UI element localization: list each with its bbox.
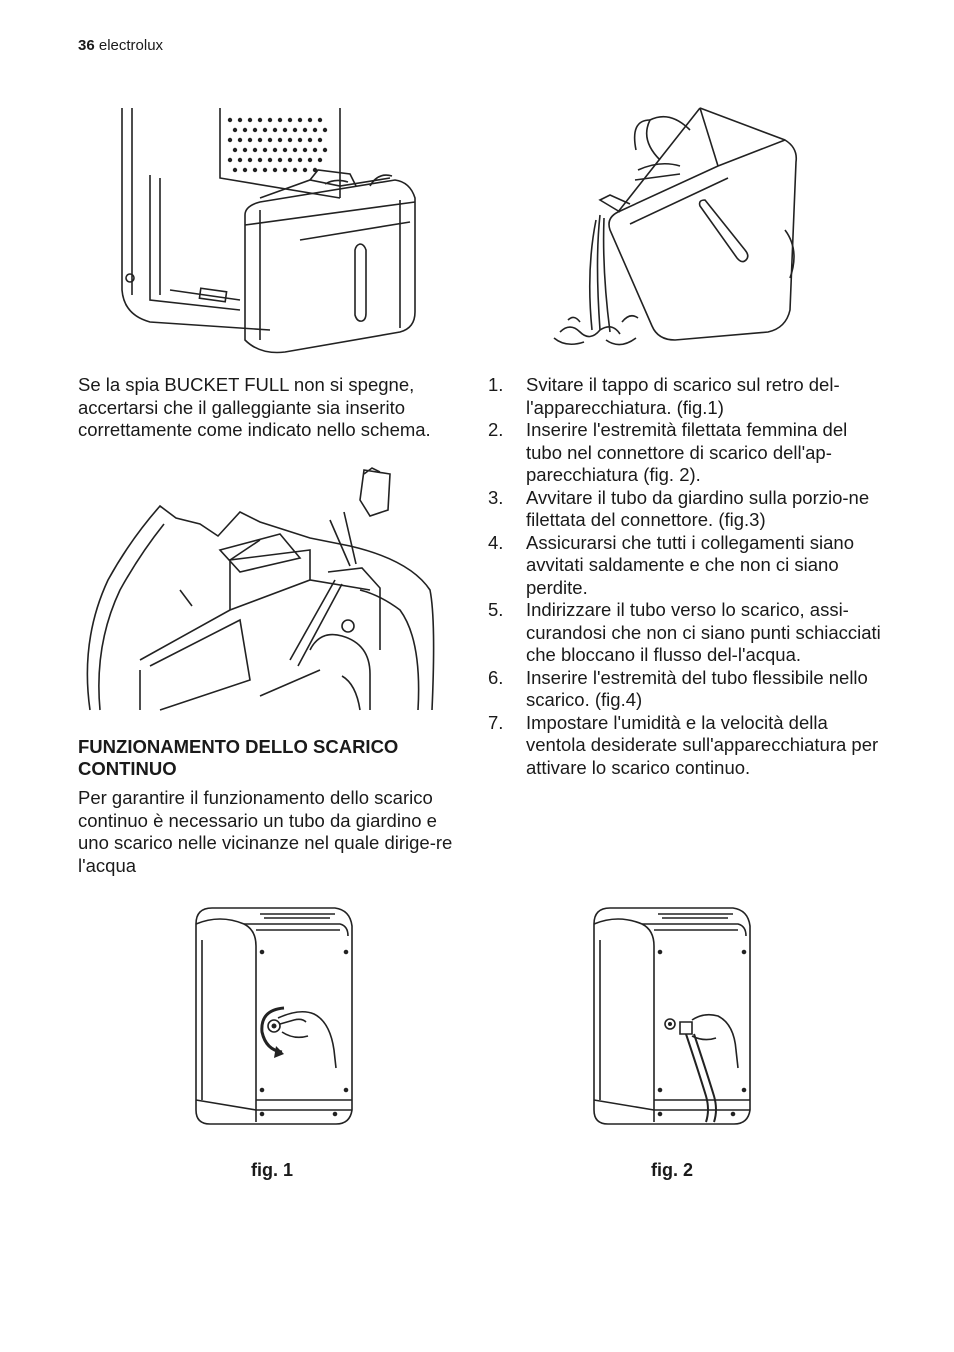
step-text: Indirizzare il tubo verso lo scarico, assi-curandosi che non ci siano punti schiacciati che bloccano il flusso del-l'acqua. bbox=[526, 599, 881, 665]
step-number: 7. bbox=[488, 711, 504, 733]
list-item bbox=[488, 532, 888, 600]
list-item bbox=[488, 374, 888, 419]
brand-name: electrolux bbox=[98, 37, 164, 54]
step-text: Inserire l'estremità filettata femmina del tubo nel connettore di scarico dell'ap-parecchiatura (fig. 2). bbox=[526, 419, 848, 485]
step-number: 6. bbox=[488, 666, 504, 688]
step-number: 5. bbox=[488, 599, 504, 620]
list-item bbox=[488, 599, 888, 667]
step-number: 2. bbox=[488, 419, 504, 440]
list-item bbox=[488, 419, 888, 487]
section-intro-paragraph: Per garantire il funzionamento dello scarico continuo è necessario un tubo da giardino e uno scarico nelle vicinanze nel quale dirige-re l'acqua bbox=[78, 787, 453, 876]
float-detail-illustration bbox=[80, 460, 450, 715]
fig1-illustration bbox=[190, 900, 360, 1130]
fig1-caption: fig. 1 bbox=[250, 1160, 293, 1180]
fig2-illustration bbox=[588, 900, 758, 1130]
page-number: 36 bbox=[78, 37, 95, 54]
step-text: Assicurarsi che tutti i collegamenti siano avvitati saldamente e che non ci siano perdite. bbox=[526, 531, 855, 598]
steps-list bbox=[488, 374, 888, 779]
list-item bbox=[488, 487, 888, 532]
step-number: 3. bbox=[488, 486, 504, 508]
step-text: Svitare il tappo di scarico sul retro del-l'apparecchiatura. (fig.1) bbox=[526, 374, 840, 418]
step-number: 4. bbox=[488, 531, 504, 553]
section-title: FUNZIONAMENTO DELLO SCARICO CONTINUO bbox=[78, 736, 399, 779]
list-item bbox=[488, 667, 888, 712]
list-item bbox=[488, 712, 888, 780]
bucket-removal-illustration bbox=[110, 100, 450, 360]
page-header bbox=[78, 37, 163, 54]
bucket-emptying-illustration bbox=[540, 100, 810, 360]
float-check-paragraph: Se la spia BUCKET FULL non si spegne, accertarsi che il galleggiante sia inserito correttamente come indicato nello schema. bbox=[78, 374, 431, 440]
step-text: Inserire l'estremità del tubo flessibile nello scarico. (fig.4) bbox=[526, 666, 868, 710]
step-text: Avvitare il tubo da giardino sulla porzio-ne filettata del connettore. (fig.3) bbox=[526, 486, 870, 530]
step-text: Impostare l'umidità e la velocità della ventola desiderate sull'apparecchiatura per attivare lo scarico continuo. bbox=[526, 711, 879, 778]
step-number: 1. bbox=[488, 374, 504, 395]
fig2-caption: fig. 2 bbox=[650, 1160, 693, 1180]
